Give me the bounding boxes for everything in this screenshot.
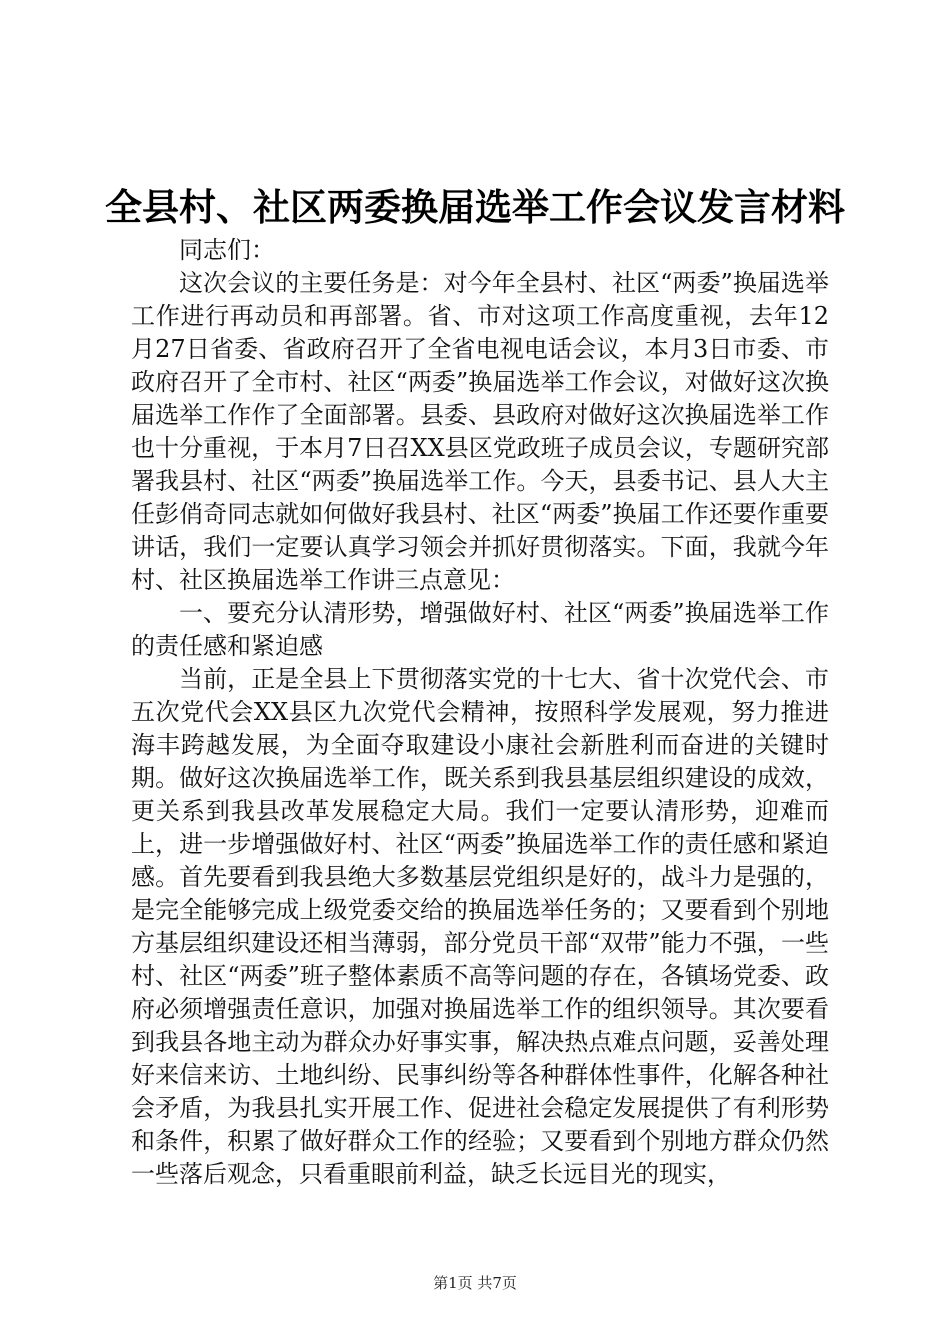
- salutation: 同志们：: [179, 236, 275, 264]
- paragraph-intro: 这次会议的主要任务是：对今年全县村、社区“两委”换届选举工作进行再动员和再部署。省、市对这项工作高度重视，去年12月27日省委、省政府召开了全省电视电话会议，本月3日市委、市政府召开了全市村、社区“两委”换届选举工作会议，对做好这次换届选举工作作了全面部署。县委、县政府对做好这次换届选举工作也十分重视，于本月7日召XX县区党政班子成员会议，专题研究部署我县村、社区“两委”换届选举工作。今天，县委书记、县人大主任彭俏奇同志就如何做好我县村、社区“两委”换届工作还要作重要讲话，我们一定要认真学习领会并抓好贯彻落实。下面，我就今年村、社区换届选举工作讲三点意见：: [131, 269, 829, 594]
- paragraph-situation: 当前，正是全县上下贯彻落实党的十七大、省十次党代会、市五次党代会XX县区九次党代会精神，按照科学发展观，努力推进海丰跨越发展，为全面夺取建设小康社会新胜利而奋进的关键时期。做好这次换届选举工作，既关系到我县基层组织建设的成效，更关系到我县改革发展稳定大局。我们一定要认清形势，迎难而上，进一步增强做好村、社区“两委”换届选举工作的责任感和紧迫感。首先要看到我县绝大多数基层党组织是好的，战斗力是强的，是完全能够完成上级党委交给的换届选举任务的；又要看到个别地方基层组织建设还相当薄弱，部分党员干部“双带”能力不强，一些村、社区“两委”班子整体素质不高等问题的存在，各镇场党委、政府必须增强责任意识，加强对换届选举工作的组织领导。其次要看到我县各地主动为群众办好事实事，解决热点难点问题，妥善处理好来信来访、土地纠纷、民事纠纷等各种群体性事件，化解各种社会矛盾，为我县扎实开展工作、促进社会稳定发展提供了有利形势和条件，积累了做好群众工作的经验；又要看到个别地方群众仍然一些落后观念，只看重眼前利益，缺乏长远目光的现实，: [131, 665, 829, 1188]
- page-title: 全县村、社区两委换届选举工作会议发言材料: [105, 185, 845, 229]
- section-heading-1: 一、要充分认清形势，增强做好村、社区“两委”换届选举工作的责任感和紧迫感: [131, 599, 829, 660]
- document-body: [131, 234, 829, 1191]
- page-footer: 第1页 共7页: [433, 1274, 517, 1292]
